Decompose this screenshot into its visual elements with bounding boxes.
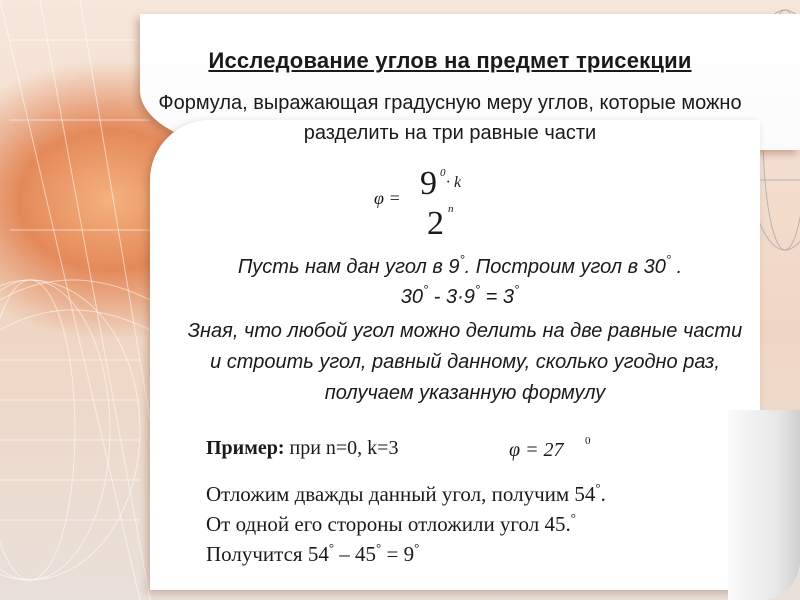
step-2-end: .: [565, 512, 571, 536]
degree-mark: °: [328, 540, 335, 555]
paper-curl-decoration: [728, 410, 800, 600]
example-line: [206, 437, 398, 460]
step-3-text-a: Получится 54: [206, 542, 329, 566]
step-3-line: [206, 540, 419, 567]
formula-denominator-base: 2: [427, 205, 444, 240]
step-1-text: Отложим дважды данный угол, получим 54: [206, 482, 596, 506]
degree-mark: °: [376, 540, 382, 555]
degree-mark: °: [514, 282, 520, 297]
degree-mark: °: [665, 252, 672, 267]
reasoning-paragraph: Зная, что любой угол можно делить на две равные части и строить угол, равный данному, сколько угодно раз, получаем указанную формулу: [187, 320, 743, 404]
step-2-line: [206, 510, 576, 537]
example-label: Пример:: [206, 437, 285, 459]
step-2-text: От одной его стороны отложили угол 45: [206, 512, 566, 536]
degree-mark: °: [414, 540, 420, 555]
calc-b: - 3·9: [428, 286, 475, 308]
calculation-line: [180, 274, 740, 313]
step-1-end: .: [600, 482, 606, 506]
formula-denominator-exponent: n: [448, 203, 454, 215]
degree-mark: °: [423, 282, 429, 297]
step-3-text-c: = 9: [381, 542, 415, 566]
slide-title: Исследование углов на предмет трисекции: [208, 48, 692, 73]
calc-c: = 3: [480, 286, 515, 308]
step-3-text-b: – 45: [334, 542, 377, 566]
degree-mark: °: [474, 282, 481, 297]
example-formula: [505, 432, 615, 464]
example-formula-exponent: 0: [585, 435, 591, 447]
given-text-b: . Построим угол в 30: [464, 256, 666, 278]
given-text-a: Пусть нам дан угол в 9: [237, 256, 460, 278]
degree-mark: °: [459, 252, 465, 267]
example-text: при n=0, k=3: [284, 437, 399, 459]
calc-a: 30: [400, 286, 424, 308]
degree-mark: °: [570, 510, 576, 525]
trisection-formula: [370, 160, 480, 240]
step-1-line: [206, 480, 606, 507]
formula-numerator-factor: · k: [446, 174, 462, 191]
formula-lhs: φ =: [374, 188, 401, 208]
degree-mark: °: [595, 480, 601, 495]
formula-numerator-base: 9: [420, 165, 437, 202]
slide-subtitle: Формула, выражающая градусную меру углов, которые можно разделить на три равные части: [158, 92, 742, 144]
example-formula-lhs: φ = 27: [509, 439, 564, 461]
formula-numerator-exponent: 0: [440, 167, 446, 179]
given-text-c: .: [671, 256, 683, 278]
